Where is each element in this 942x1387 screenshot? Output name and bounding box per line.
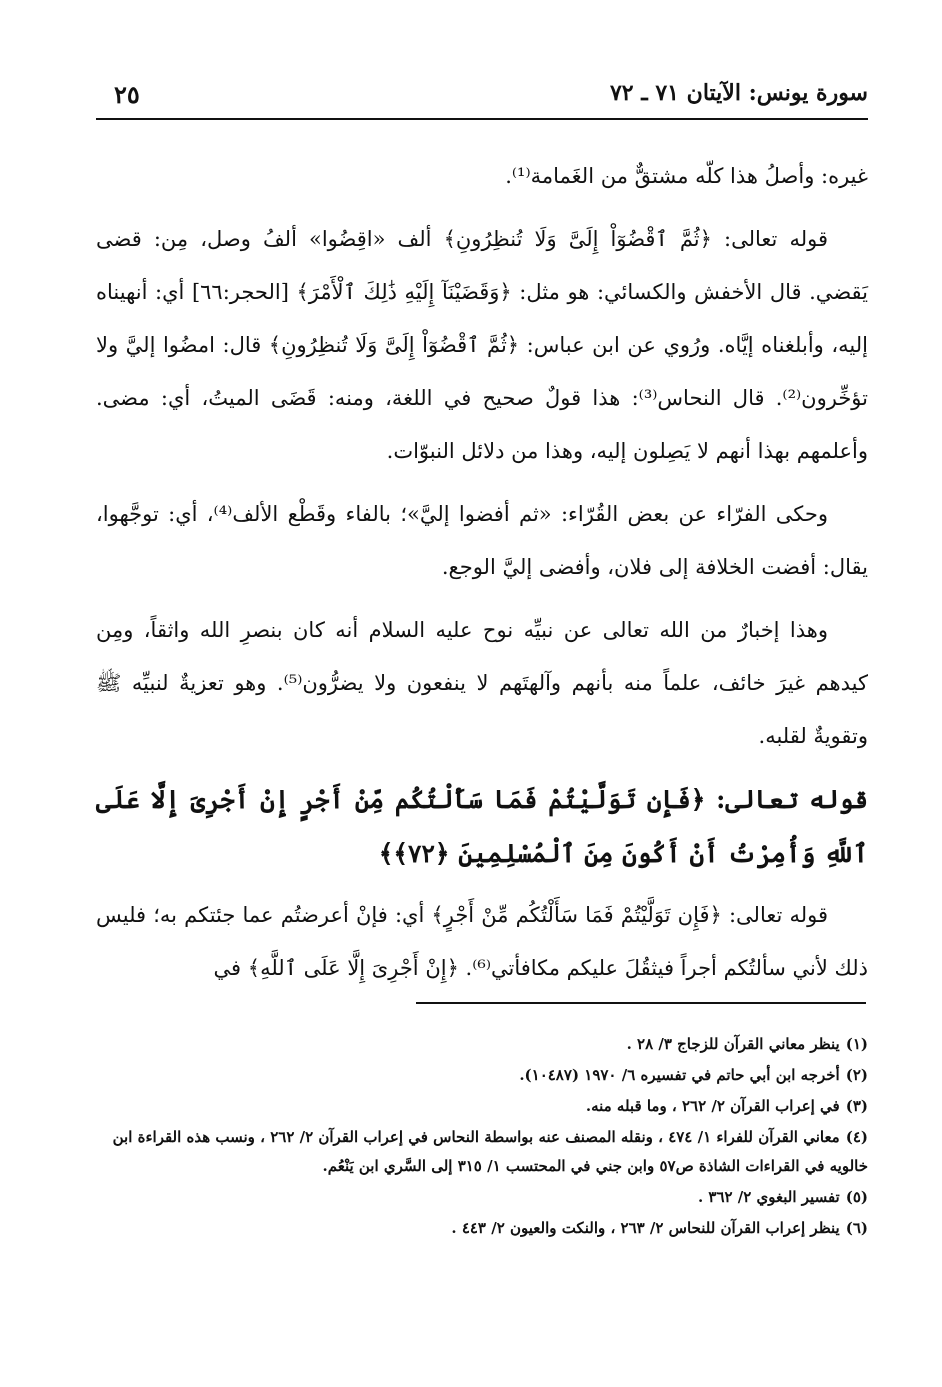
main-text — [96, 150, 868, 1005]
paragraph-noah-commentary: وهذا إخبارٌ من الله تعالى عن نبيِّه نوح عليه السلام أنه كان بنصرِ الله واثقاً، ومِن كيدهم غيرَ خائف، علماً منه بأنهم وآلهتَهم لا ينفعون ولا يضرُّون⁽⁵⁾. وهو تعزيةٌ لنبيِّه ﷺ وتقويةٌ لقلبه. — [96, 618, 868, 748]
footnote-number: (٥) — [845, 1188, 868, 1206]
footnote — [96, 1183, 868, 1212]
footnote-text: في إعراب القرآن ٢/ ٢٦٢ ، وما قبله منه. — [585, 1097, 840, 1115]
footnote-number: (٤) — [845, 1128, 868, 1146]
footnote-text: معاني القرآن للفراء ١/ ٤٧٤ ، ونقله المصنف عنه بواسطة النحاس في إعراب القرآن ٢/ ٢٦٢ ، ونسب هذه القراءة ابن خالويه في القراءات الشاذة ص٥٧ وابن جني في المحتسب ١/ ٣١٥ إلى السَّري ابن يَنْعُم. — [112, 1128, 868, 1175]
footnote-text: ينظر إعراب القرآن للنحاس ٢/ ٢٦٣ ، والنكت والعيون ٢/ ٤٤٣ . — [451, 1219, 840, 1237]
footnote — [96, 1030, 868, 1059]
footnote-number: (٦) — [845, 1219, 868, 1237]
footnote-text: تفسير البغوي ٢/ ٣٦٢ . — [697, 1188, 840, 1206]
verse-heading: قوله تعالى: ﴿فَإِن تَوَلَّيْتُمْ فَمَا سَأَلْتُكُم مِّنْ أَجْرٍ إِنْ أَجْرِىَ إِلَّا عَلَى ٱللَّهِ وَأُمِرْتُ أَنْ أَكُونَ مِنَ ٱلْمُسْلِمِينَ ﴿٧٢﴾﴾ — [96, 785, 868, 868]
footnote-number: (٣) — [845, 1097, 868, 1115]
footnote — [96, 1123, 868, 1181]
paragraph-verse-72-commentary: قوله تعالى: ﴿فَإِن تَوَلَّيْتُمْ فَمَا سَأَلْتُكُم مِّنْ أَجْرٍ﴾ أي: فإنْ أعرضتُم عما جئتكم به؛ فليس ذلك لأني سألتُكم أجراً فيثقُلَ عليكم مكافأتي⁽⁶⁾. ﴿إِنْ أَجْرِىَ إِلَّا عَلَى ٱللَّهِ﴾ في — [96, 903, 868, 980]
footnote-separator — [416, 1002, 866, 1004]
footnote — [96, 1214, 868, 1243]
paragraph-continuation: غيره: وأصلُ هذا كلّه مشتقٌّ من الغَمامة⁽¹⁾. — [505, 164, 868, 188]
footnote-number: (١) — [845, 1035, 868, 1053]
page-number: ٢٥ — [114, 80, 140, 109]
footnote-text: أخرجه ابن أبي حاتم في تفسيره ٦/ ١٩٧٠ (١٠٤٨٧). — [519, 1066, 840, 1084]
paragraph-iqdu-commentary: قوله تعالى: ﴿ثُمَّ ٱقْضُوٓاْ إِلَىَّ وَلَا تُنظِرُونِ﴾ ألف «اقِضُوا» ألفُ وصل، مِن: قضى يَقضي. قال الأخفش والكسائي: هو مثل: ﴿وَقَضَيْنَآ إِلَيْهِ ذَٰلِكَ ٱلْأَمْرَ﴾ [الحجر:٦٦] أي: أنهيناه إليه، وأبلغناه إيَّاه. ورُوي عن ابن عباس: ﴿ثُمَّ ٱقْضُوٓاْ إِلَىَّ وَلَا تُنظِرُونِ﴾ قال: امضُوا إليَّ ولا تؤخِّرون⁽²⁾. قال النحاس⁽³⁾: هذا قولٌ صحيح في اللغة، ومنه: قَضَى الميتُ، أي: مضى. وأعلمهم بهذا أنهم لا يَصِلون إليه، وهذا من دلائل النبوّات. — [96, 227, 868, 463]
footnote — [96, 1092, 868, 1121]
footnote-number: (٢) — [845, 1066, 868, 1084]
paragraph-farra-reading: وحكى الفرّاء عن بعض القُرّاء: «ثم أفضوا إليَّ»؛ بالفاء وقَطْع الألف⁽⁴⁾، أي: توجَّهوا، يقال: أفضت الخلافة إلى فلان، وأفضى إليَّ الوجع. — [96, 502, 868, 579]
footnote — [96, 1061, 868, 1090]
header-title: سورة يونس: الآيتان ٧١ ـ ٧٢ — [609, 80, 868, 106]
footnote-text: ينظر معاني القرآن للزجاج ٣/ ٢٨ . — [626, 1035, 840, 1053]
running-header — [96, 78, 868, 120]
footnotes — [96, 1030, 868, 1245]
